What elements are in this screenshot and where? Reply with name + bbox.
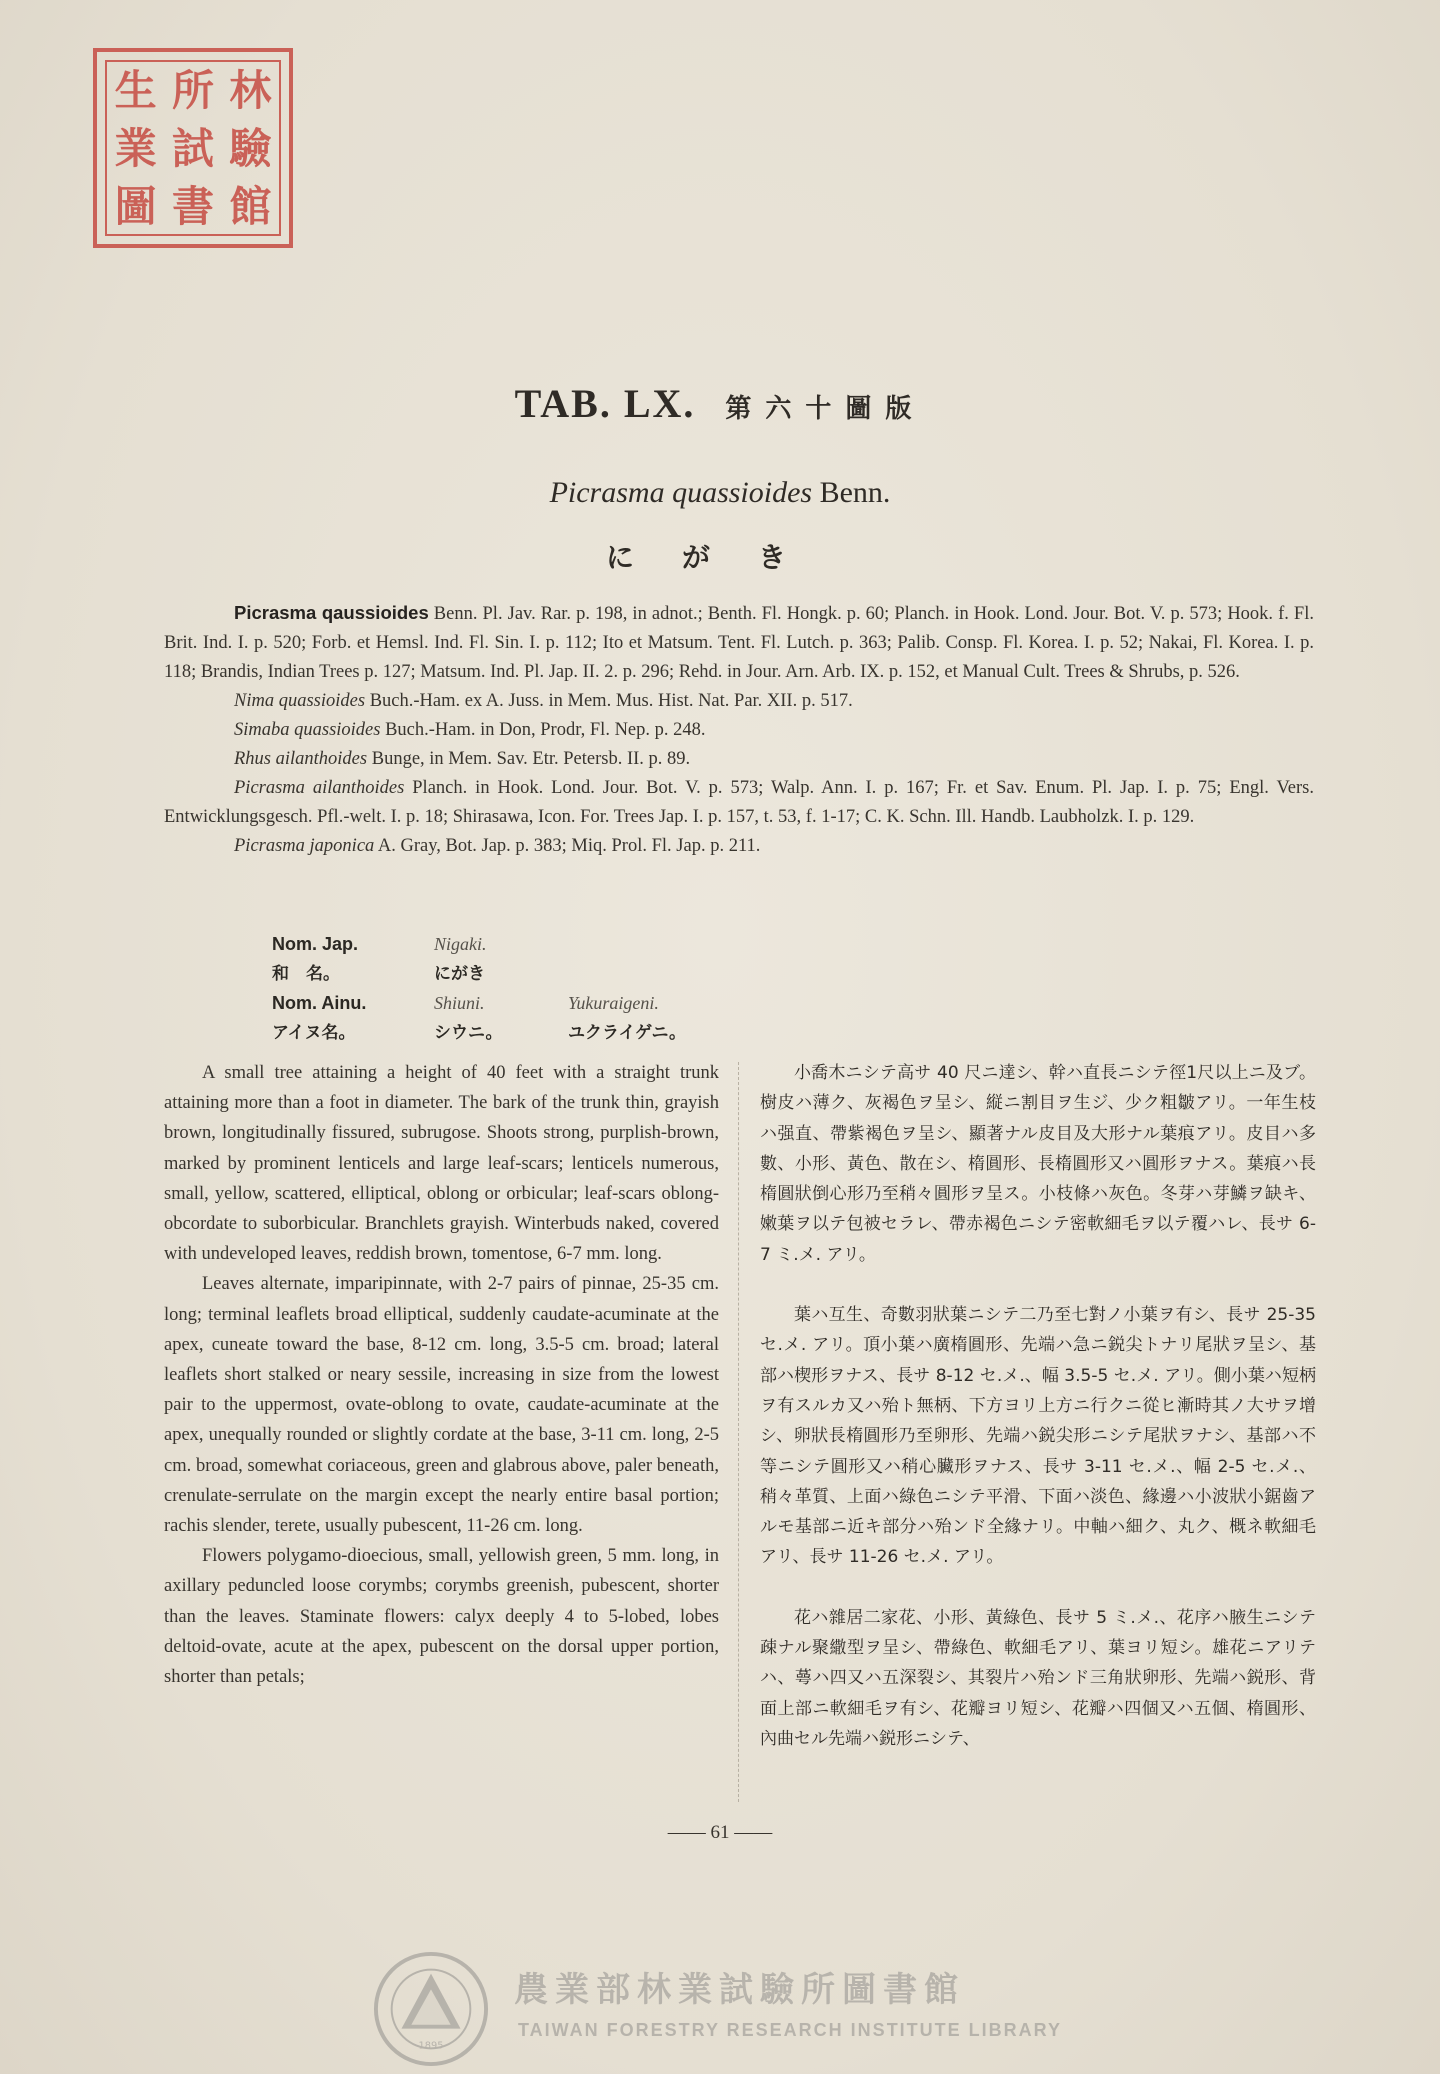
synonym-entry bbox=[164, 774, 1314, 832]
seal-char: 試 bbox=[171, 124, 214, 173]
description-paragraph: Leaves alternate, imparipinnate, with 2-7 pairs of pinnae, 25-35 cm. long; terminal leaflets broad elliptical, suddenly caudate-acuminate at the apex, cuneate toward the base, 8-12 cm. long, 3.5-5 cm. broad; lateral leaflets short stalked or neary sessile, increasing in size from the lowest pair to the uppermost, ovate-oblong to ovate, caudate-acuminate at the apex, unequally rounded or slightly cordate at the base, 3-11 cm. long, 2-5 cm. broad, somewhat coriaceous, green and glabrous above, paler beneath, crenulate-serrulate on the margin except the nearly entire basal portion; rachis slender, terete, usually pubescent, 11-26 cm. long. bbox=[164, 1274, 719, 1537]
vernacular-label: Nom. Jap. bbox=[272, 934, 359, 954]
vernacular-value: Shiuni. bbox=[434, 993, 485, 1013]
seal-char: 館 bbox=[229, 182, 272, 231]
plate-number-jp: 第六十圖版 bbox=[725, 394, 926, 424]
synonym-entry bbox=[164, 832, 1314, 861]
vernacular-value: Nigaki. bbox=[434, 934, 487, 954]
seal-char: 生 bbox=[114, 66, 157, 115]
synonym-entry bbox=[164, 745, 1314, 774]
library-name-cn: 農業部林業試驗所圖書館 bbox=[514, 1970, 965, 2010]
seal-char: 林 bbox=[229, 66, 272, 115]
vernacular-row bbox=[272, 960, 686, 990]
plate-number: TAB. LX. bbox=[514, 381, 696, 426]
synonym-name: Simaba quassioides bbox=[234, 720, 381, 740]
library-seal-stamp bbox=[93, 48, 293, 248]
vernacular-label: Nom. Ainu. bbox=[272, 993, 367, 1013]
vernacular-value: ユクライゲニ。 bbox=[568, 1022, 686, 1043]
plate-heading bbox=[0, 380, 1440, 427]
synonym-entry bbox=[164, 598, 1314, 687]
description-paragraph-jp: 小喬木ニシテ高サ 40 尺ニ達シ、幹ハ直長ニシテ徑1尺以上ニ及ブ。樹皮ハ薄ク、灰褐色ヲ呈シ、縦ニ割目ヲ生ジ、少ク粗皺アリ。一年生枝ハ强直、帶紫褐色ヲ呈シ、顯著ナル皮目及大形ナル葉痕アリ。皮目ハ多數、小形、黃色、散在シ、楕圓形、長楕圓形又ハ圓形ヲナス。葉痕ハ長楕圓狀倒心形乃至稍々圓形ヲ呈ス。小枝條ハ灰色。冬芽ハ芽鱗ヲ缺キ、嫩葉ヲ以テ包被セラレ、帶赤褐色ニシテ密軟細毛ヲ以テ覆ハレ、長サ 6-7 ミ.メ. アリ。 bbox=[760, 1063, 1316, 1265]
synonym-name: Picrasma japonica bbox=[234, 836, 375, 856]
japanese-name-title: にがき bbox=[605, 541, 834, 574]
citation-text: Planch. in Hook. Lond. Jour. Bot. V. p. 573; Walp. Ann. I. p. 167; Fr. et Sav. Enum. Pl. Jap. I. p. 75; Engl. Vers. Entwicklungsgesch. Pfl.-welt. I. p. 18; Shirasawa, Icon. For. Trees Jap. I. p. 157, t. 53, f. 1-17; C. K. Schn. Ill. Handb. Laubholzk. I. p. 129. bbox=[164, 778, 1314, 827]
library-name-en: TAIWAN FORESTRY RESEARCH INSTITUTE LIBRARY bbox=[518, 2020, 1063, 2040]
library-watermark bbox=[372, 1950, 1072, 2074]
species-title bbox=[0, 476, 1440, 510]
synonym-name: Rhus ailanthoides bbox=[234, 749, 368, 769]
logo-year: 1895 bbox=[418, 2040, 444, 2052]
library-logo-icon bbox=[372, 1950, 490, 2068]
species-author: Benn. bbox=[819, 476, 891, 509]
species-name: Picrasma quassioides bbox=[549, 476, 813, 509]
citation-text: Buch.-Ham. in Don, Prodr, Fl. Nep. p. 248. bbox=[380, 720, 706, 740]
accepted-name: Picrasma qaussioides bbox=[234, 602, 429, 623]
synonymy-block bbox=[164, 598, 1314, 861]
seal-char: 所 bbox=[171, 66, 214, 115]
vernacular-value: にがき bbox=[434, 963, 485, 984]
citation-text: Buch.-Ham. ex A. Juss. in Mem. Mus. Hist. Nat. Par. XII. p. 517. bbox=[365, 691, 853, 711]
vernacular-row bbox=[272, 989, 686, 1019]
seal-char: 書 bbox=[171, 182, 214, 231]
japanese-description bbox=[760, 1058, 1316, 1784]
seal-char: 驗 bbox=[229, 124, 272, 173]
page-number: —— 61 —— bbox=[667, 1822, 773, 1843]
english-description bbox=[164, 1058, 719, 1692]
synonym-entry bbox=[164, 687, 1314, 716]
synonym-entry bbox=[164, 716, 1314, 745]
vernacular-names bbox=[272, 930, 686, 1048]
vernacular-value: Yukuraigeni. bbox=[568, 993, 659, 1013]
seal-char: 業 bbox=[114, 124, 157, 173]
vernacular-value: シウニ。 bbox=[434, 1022, 503, 1043]
synonym-name: Nima quassioides bbox=[234, 691, 366, 711]
vernacular-row bbox=[272, 1019, 686, 1049]
citation-text: Bunge, in Mem. Sav. Etr. Petersb. II. p. 89. bbox=[367, 749, 691, 769]
description-paragraph-jp: 花ハ雜居二家花、小形、黃綠色、長サ 5 ミ.メ.、花序ハ腋生ニシテ疎ナル聚繖型ヲ呈シ、帶綠色、軟細毛アリ、葉ヨリ短シ。雄花ニアリテハ、蕚ハ四又ハ五深裂シ、其裂片ハ殆ンド三角狀卵形、先端ハ鋭形、背面上部ニ軟細毛ヲ有シ、花瓣ヨリ短シ、花瓣ハ四個又ハ五個、楕圓形、內曲セル先端ハ鋭形ニシテ、 bbox=[760, 1607, 1316, 1749]
synonym-name: Picrasma ailanthoides bbox=[234, 778, 405, 798]
seal-char: 圖 bbox=[114, 182, 157, 231]
vernacular-label: 和 名。 bbox=[272, 963, 340, 984]
column-divider bbox=[738, 1062, 739, 1802]
description-paragraph: A small tree attaining a height of 40 feet with a straight trunk attaining more than a foot in diameter. The bark of the trunk thin, grayish brown, longitudinally fissured, subrugose. Shoots strong, purplish-brown, marked by prominent lenticels and large leaf-scars; lenticels numerous, small, yellow, scattered, elliptical, oblong or orbicular; leaf-scars oblong-obcordate to suborbicular. Branchlets grayish. Winterbuds naked, covered with undeveloped leaves, reddish brown, tomentose, 6-7 mm. long. bbox=[164, 1063, 719, 1265]
citation-text: Benn. Pl. Jav. Rar. p. 198, in adnot.; Benth. Fl. Hongk. p. 60; Planch. in Hook. Lond. Jour. Bot. V. p. 573; Hook. f. Fl. Brit. Ind. I. p. 520; Forb. et Hemsl. Ind. Fl. Sin. I. p. 112; Ito et Matsum. Tent. Fl. Lutch. p. 363; Palib. Consp. Fl. Korea. I. p. 52; Nakai, Fl. Korea. I. p. 118; Brandis, Indian Trees p. 127; Matsum. Ind. Pl. Jap. II. 2. p. 296; Rehd. in Jour. Arn. Arb. IX. p. 152, et Manual Cult. Trees & Shrubs, p. 526. bbox=[164, 604, 1314, 682]
vernacular-row bbox=[272, 930, 686, 960]
description-paragraph: Flowers polygamo-dioecious, small, yellowish green, 5 mm. long, in axillary peduncled loose corymbs; corymbs greenish, pubescent, shorter than the leaves. Staminate flowers: calyx deeply 4 to 5-lobed, lobes deltoid-ovate, acute at the apex, pubescent on the dorsal upper portion, shorter than petals; bbox=[164, 1546, 719, 1688]
vernacular-label: アイヌ名。 bbox=[272, 1022, 356, 1043]
citation-text: A. Gray, Bot. Jap. p. 383; Miq. Prol. Fl. Jap. p. 211. bbox=[374, 836, 761, 856]
description-paragraph-jp: 葉ハ互生、奇數羽狀葉ニシテ二乃至七對ノ小葉ヲ有シ、長サ 25-35 セ.メ. アリ。頂小葉ハ廣楕圓形、先端ハ急ニ鋭尖トナリ尾狀ヲ呈シ、基部ハ楔形ヲナス、長サ 8-12 セ.メ.、幅 3.5-5 セ.メ. アリ。側小葉ハ短柄ヲ有スルカ又ハ殆ト無柄、下方ヨリ上方ニ行クニ從ヒ漸時其ノ大サヲ增シ、卵狀長楕圓形乃至卵形、先端ハ鋭尖形ニシテ尾狀ヲナシ、基部ハ不等ニシテ圓形又ハ稍心臟形ヲナス、長サ 3-11 セ.メ.、幅 2-5 セ.メ.、稍々革質、上面ハ綠色ニシテ平滑、下面ハ淡色、緣邊ハ小波狀小鋸齒アルモ基部ニ近キ部分ハ殆ンド全緣ナリ。中軸ハ細ク、丸ク、概ネ軟細毛アリ、長サ 11-26 セ.メ. アリ。 bbox=[760, 1305, 1316, 1568]
